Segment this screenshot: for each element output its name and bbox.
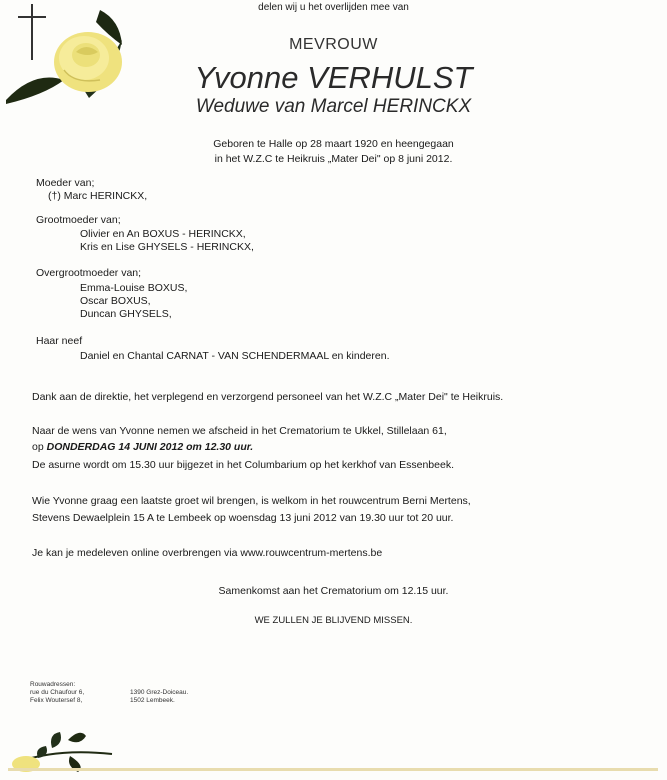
widow-line: Weduwe van Marcel HERINCKX [195, 96, 472, 117]
great-grandmother-item: Emma-Louise BOXUS, [80, 282, 188, 294]
urn-text: De asurne wordt om 15.30 uur bijgezet in het Columbarium op het kerkhof van Essenbeek. [32, 459, 454, 471]
farewell-prefix: op [32, 441, 47, 453]
great-grandmother-label: Overgrootmoeder van; [36, 267, 142, 279]
intro-text: delen wij u het overlijden mee van [258, 2, 409, 13]
born-line-1: Geboren te Halle op 28 maart 1920 en heengegaan [213, 138, 454, 150]
visit-line-1: Wie Yvonne graag een laatste groet wil brengen, is welkom in het rouwcentrum Berni Mertens, [32, 495, 471, 507]
deceased-name: Yvonne VERHULST [194, 60, 473, 95]
grandmother-item: Olivier en An BOXUS - HERINCKX, [80, 228, 246, 240]
nephew-label: Haar neef [36, 335, 83, 347]
address-right: 1390 Grez-Doiceau. [130, 689, 189, 696]
great-grandmother-item: Duncan GHYSELS, [80, 308, 172, 320]
addresses-label: Rouwadressen: [30, 681, 76, 688]
farewell-date: DONDERDAG 14 JUNI 2012 om 12.30 uur. [46, 441, 254, 453]
farewell-line-1: Naar de wens van Yvonne nemen we afscheid in het Crematorium te Ukkel, Stillelaan 61, [32, 425, 447, 437]
grandmother-label: Grootmoeder van; [36, 214, 121, 226]
visit-line-2: Stevens Dewaelplein 15 A te Lembeek op woensdag 13 juni 2012 van 19.30 uur tot 20 uur. [32, 512, 454, 524]
thanks-text: Dank aan de direktie, het verplegend en verzorgend personeel van het W.Z.C „Mater Dei" te Heikruis. [32, 391, 504, 403]
address-left: rue du Chaufour 6, [30, 689, 85, 696]
nephew-item: Daniel en Chantal CARNAT - VAN SCHENDERMAAL en kinderen. [80, 350, 390, 362]
address-right: 1502 Lembeek. [130, 697, 175, 704]
mother-label: Moeder van; [36, 177, 95, 189]
great-grandmother-item: Oscar BOXUS, [80, 295, 151, 307]
mother-item: (†) Marc HERINCKX, [48, 190, 148, 202]
farewell-line-2 [32, 440, 253, 454]
closing-text: WE ZULLEN JE BLIJVEND MISSEN. [254, 615, 413, 626]
meeting-text: Samenkomst aan het Crematorium om 12.15 uur. [218, 585, 449, 597]
bottom-border [8, 768, 658, 771]
address-left: Felix Woutersef 8, [30, 697, 83, 704]
grandmother-item: Kris en Lise GHYSELS - HERINCKX, [80, 241, 254, 253]
born-line-2: in het W.Z.C te Heikruis „Mater Dei" op 8 juni 2012. [214, 153, 453, 165]
rose-sprig-icon [8, 726, 118, 774]
title-salutation: MEVROUW [289, 36, 378, 53]
online-text: Je kan je medeleven online overbrengen via www.rouwcentrum-mertens.be [32, 547, 383, 559]
